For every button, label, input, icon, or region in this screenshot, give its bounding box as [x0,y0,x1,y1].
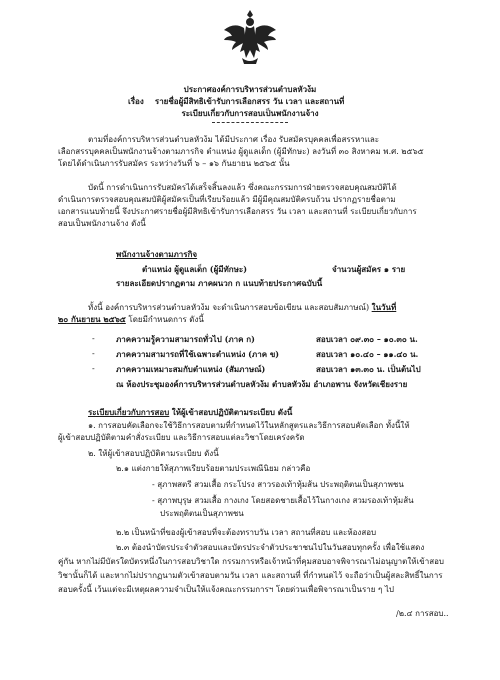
schedule-date: ๒๐ กันยายน ๒๕๖๕ [58,314,126,324]
rule-2-1: ๒.๑ แต่งกายให้สุภาพเรียบร้อยตามประเพณีนิยม กล่าวคือ [116,464,311,473]
para2-line-4: สอบเป็นพนักงานจ้าง ดังนี้ [58,219,146,228]
schedule-item-2-time: สอบเวลา ๑๐.๔๐ – ๑๑.๔๐ น. [316,349,419,359]
schedule-item-1-bullet: - [92,334,95,343]
title-divider [212,122,288,123]
schedule-intro-a: ทั้งนี้ องค์การบริหารส่วนตำบลหัวง้ม จะดำเนินการสอบข้อเขียน และสอบสัมภาษณ์) [88,303,370,312]
subject-label: เรื่อง [128,96,144,106]
para2-line-3: เอกสารแนบท้ายนี้ จึงประกาศรายชื่อผู้มีสิทธิเข้ารับการเลือกสรร วัน เวลา และสถานที่ ระเบียบเกี่ยวกับการ [58,207,417,216]
document-subject-line [128,96,344,106]
schedule-item-1-time: สอบเวลา ๐๙.๓๐ – ๑๐.๓๐ น. [316,334,418,344]
position-section-label: พนักงานจ้างตามภารกิจ [116,249,198,259]
subject-text: รายชื่อผู้มีสิทธิเข้ารับการเลือกสรร วัน เวลา และสถานที่ [154,96,345,106]
position-detail: รายละเอียดปรากฏตาม ภาคผนวก ก แนบท้ายประกาศฉบับนี้ [116,278,323,288]
schedule-item-3-time: สอบเวลา ๑๓.๓๐ น. เป็นต้นไป [316,364,421,374]
position-name: ตำแหน่ง ผู้ดูแลเด็ก (ผู้มีทักษะ) [142,264,247,274]
document-subject-line-2: ระเบียบเกี่ยวกับการสอบเป็นพนักงานจ้าง [181,108,319,118]
rule-2-1-male-b: ประพฤติตนเป็นสุภาพชน [160,509,244,518]
rule-2-3-line-b: คู่กัน หากไม่มีบัตรใดบัตรหนึ่งในการสอบวิชาใด กรรมการหรือเจ้าหน้าที่คุมสอบอาจพิจารณาไม่อนุญาตให้เข้าสอบ [58,557,445,566]
rule-2-1-female: - สุภาพสตรี สวมเสื้อ กระโปรง สาวรองเท้าหุ้มส้น ประพฤติตนเป็นสุภาพชน [152,480,404,489]
para2-line-1: บัดนี้ การดำเนินการรับสมัครได้เสร็จสิ้นลงแล้ว ซึ่งคณะกรรมการฝ่ายตรวจสอบคุณสมบัติได้ [88,183,397,192]
intro-line-1: ตามที่องค์การบริหารส่วนตำบลหัวง้ม ได้มีประกาศ เรื่อง รับสมัครบุคคลเพื่อสรรหาและ [88,135,380,144]
schedule-intro [88,302,396,313]
rule-2-3-line-d: สอบครั้งนี้ เว้นแต่จะมีเหตุผลความจำเป็นให้แจ้งคณะกรรมการฯ โดยด่วนเพื่อพิจารณาเป็นราย ๆ ไป [58,585,394,594]
rule-2-1-male-a: - สุภาพบุรุษ สวมเสื้อ กางเกง โดยสอดชายเสื้อไว้ในกางเกง สวมรองเท้าหุ้มส้น [152,496,414,505]
schedule-item-2-bullet: - [92,349,95,358]
schedule-item-2-label: ภาคความสามารถที่ใช้เฉพาะตำแหน่ง (ภาค ข) [116,349,280,359]
garuda-emblem-icon [222,8,278,68]
schedule-venue: ณ ห้องประชุมองค์การบริหารส่วนตำบลหัวง้ม ตำบลหัวง้ม อำเภอพาน จังหวัดเชียงราย [116,379,408,389]
schedule-intro-b: ในวันที่ [371,302,397,312]
schedule-date-rest: โดยมีกำหนดการ ดังนี้ [128,315,204,324]
schedule-date-line [58,314,204,325]
rules-heading: ระเบียบเกี่ยวกับการสอบ [88,407,170,417]
schedule-item-3-label: ภาคความเหมาะสมกับตำแหน่ง (สัมภาษณ์) [116,364,266,374]
rules-heading-rest: ให้ผู้เข้าสอบปฏิบัติตามระเบียบ ดังนี้ [171,407,293,417]
rule-1-line-b: ผู้เข้าสอบปฏิบัติตามคำสั่งระเบียบ และวิธีการสอบแต่ละวิชาโดยเคร่งครัด [58,433,305,442]
intro-line-3: โดยได้ดำเนินการรับสมัคร ระหว่างวันที่ ๖ – ๑๖ กันยายน ๒๕๖๕ นั้น [58,159,290,168]
rule-2: ๒. ให้ผู้เข้าสอบปฏิบัติตามระเบียบ ดังนี้ [88,449,219,458]
schedule-item-1-label: ภาคความรู้ความสามารถทั่วไป (ภาค ก) [116,334,255,344]
schedule-item-3-bullet: - [92,364,95,373]
rule-2-2: ๒.๒ เป็นหน้าที่ของผู้เข้าสอบที่จะต้องทราบวัน เวลา สถานที่สอบ และห้องสอบ [116,528,377,537]
intro-line-2: เลือกสรรบุคคลเป็นพนักงานจ้างตามภารกิจ ตำแหน่ง ผู้ดูแลเด็ก (ผู้มีทักษะ) ลงวันที่ ๓๐ สิงหาคม พ.ศ. ๒๕๖๕ [58,147,424,156]
document-title-org: ประกาศองค์การบริหารส่วนตำบลหัวง้ม [183,84,317,94]
rule-1-line-a: ๑. การสอบคัดเลือกจะใช้วิธีการสอบตามที่กำหนดไว้ในหลักสูตรและวิธีการสอบคัดเลือก ทั้งนี้ให้ [88,421,410,430]
rule-2-3-line-c: วิชานั้นก็ได้ และหากไม่ปรากฏนามตัวเข้าสอบตามวัน เวลา และสถานที่ ที่กำหนดไว้ จะถือว่าเป็นผู้สละสิทธิ์ในการ [58,571,443,580]
position-applicants: จำนวนผู้สมัคร ๑ ราย [332,264,406,274]
rules-heading-line [88,407,292,418]
continuation-marker: /๒.๔ การสอบ.. [396,609,449,618]
rule-2-3-line-a: ๒.๓ ต้องนำบัตรประจำตัวสอบและบัตรประจำตัวประชาชนไปในวันสอบทุกครั้ง เพื่อใช้แสดง [116,543,425,552]
para2-line-2: ดำเนินการตรวจสอบคุณสมบัติผู้สมัครเป็นที่เรียบร้อยแล้ว มีผู้มีคุณสมบัติครบถ้วน ปรากฏรายชื่อตาม [58,195,396,204]
